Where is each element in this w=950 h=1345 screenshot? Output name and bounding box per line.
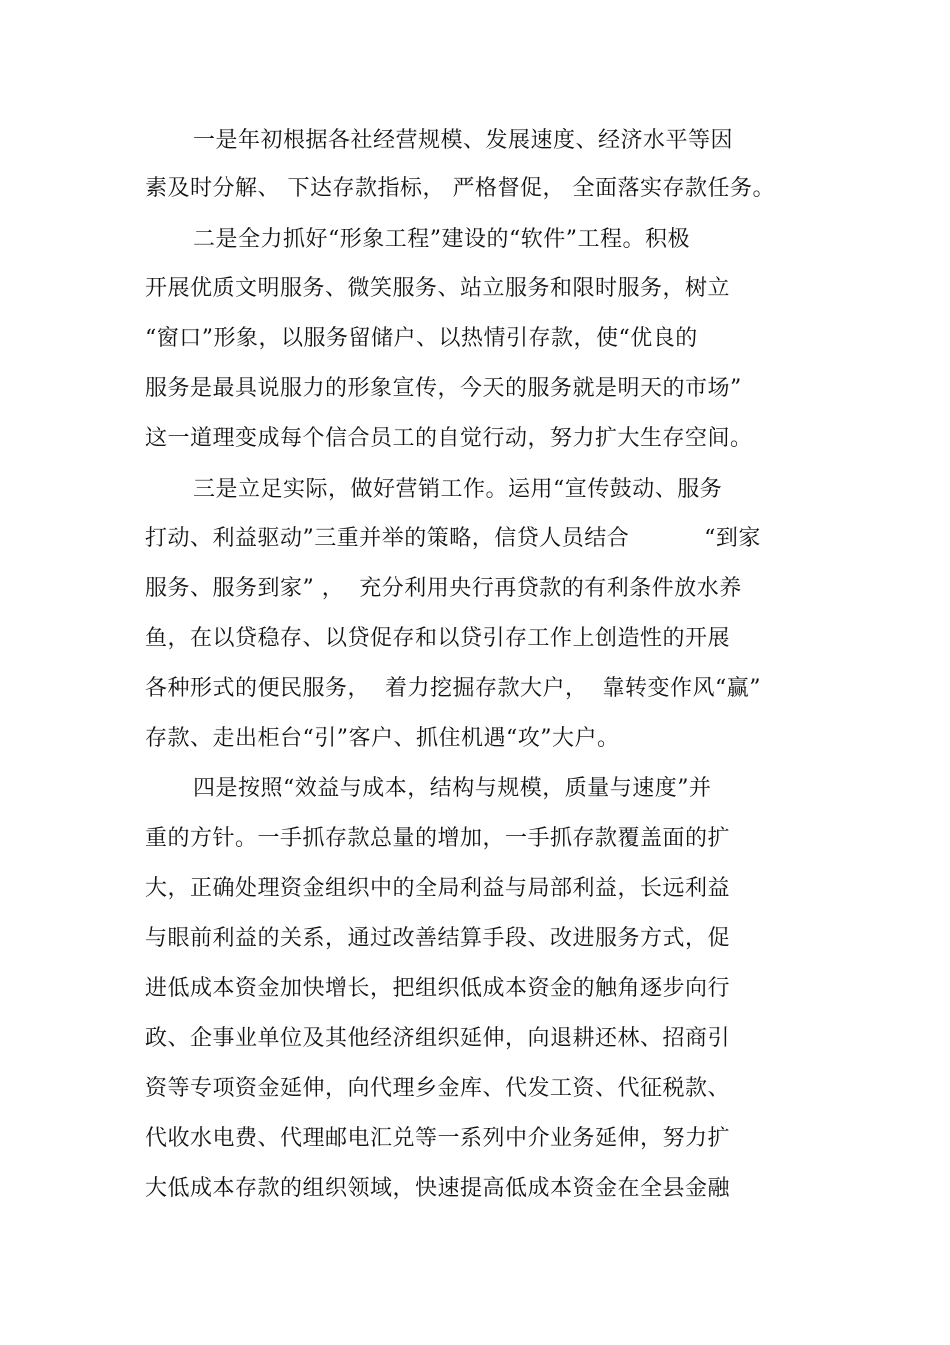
paragraph-4-line-7: 资等专项资金延伸，向代理乡金库、代发工资、代征税款、	[145, 1076, 731, 1101]
paragraph-2-line-4: 服务是最具说服力的形象宣传，今天的服务就是明天的市场”	[145, 376, 742, 401]
paragraph-3-line-2: 打动、利益驱动”三重并举的策略，信贷人员结合 “到家	[145, 526, 761, 551]
paragraph-2-line-2: 开展优质文明服务、微笑服务、站立服务和限时服务，树立	[145, 276, 731, 301]
paragraph-2-line-1: 二是全力抓好“形象工程”建设的“软件”工程。积极	[193, 227, 690, 252]
paragraph-4-line-2: 重的方针。一手抓存款总量的增加，一手抓存款覆盖面的扩	[145, 826, 731, 851]
paragraph-3-line-5: 各种形式的便民服务， 着力挖掘存款大户， 靠转变作风“赢”	[145, 676, 761, 701]
paragraph-3-line-3: 服务、服务到家” ， 充分利用央行再贷款的有利条件放水养	[145, 576, 742, 601]
paragraph-4-line-8: 代收水电费、代理邮电汇兑等一系列中介业务延伸，努力扩	[145, 1126, 731, 1151]
paragraph-3-line-1: 三是立足实际，做好营销工作。运用“宣传鼓动、服务	[193, 477, 723, 502]
paragraph-3-line-4: 鱼，在以贷稳存、以贷促存和以贷引存工作上创造性的开展	[145, 626, 731, 651]
paragraph-1-line-1: 一是年初根据各社经营规模、发展速度、经济水平等因	[193, 128, 734, 153]
paragraph-4-line-1: 四是按照“效益与成本，结构与规模，质量与速度”并	[193, 776, 712, 801]
paragraph-4-line-6: 政、企事业单位及其他经济组织延伸，向退耕还林、招商引	[145, 1026, 731, 1051]
paragraph-4-line-9: 大低成本存款的组织领域，快速提高低成本资金在全县金融	[145, 1176, 731, 1201]
paragraph-1-line-2: 素及时分解、 下达存款指标， 严格督促， 全面落实存款任务。	[145, 176, 775, 201]
paragraph-2-line-5: 这一道理变成每个信合员工的自觉行动，努力扩大生存空间。	[145, 426, 753, 451]
paragraph-4-line-4: 与眼前利益的关系，通过改善结算手段、改进服务方式，促	[145, 926, 731, 951]
paragraph-2-line-3: “窗口”形象，以服务留储户、以热情引存款，使“优良的	[145, 326, 698, 351]
paragraph-3-line-6: 存款、走出柜台“引”客户、抓住机遇“攻”大户。	[145, 726, 620, 751]
paragraph-4-line-5: 进低成本资金加快增长，把组织低成本资金的触角逐步向行	[145, 976, 731, 1001]
paragraph-4-line-3: 大，正确处理资金组织中的全局利益与局部利益，长远利益	[145, 876, 731, 901]
